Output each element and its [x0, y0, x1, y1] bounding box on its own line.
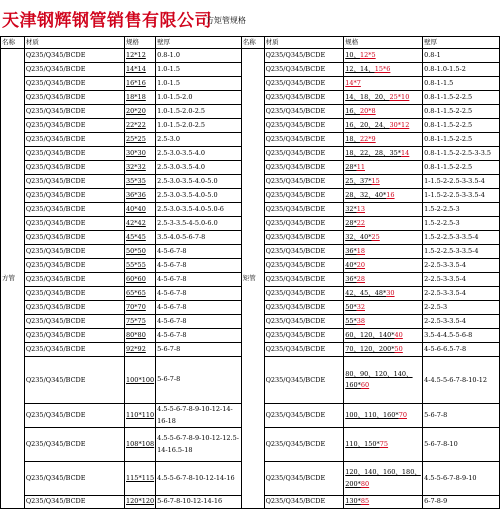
- material-cell: Q235/Q345/BCDE: [264, 203, 344, 217]
- material-cell: Q235/Q345/BCDE: [264, 217, 344, 231]
- material-cell: Q235/Q345/BCDE: [264, 259, 344, 273]
- material-cell: Q235/Q345/BCDE: [264, 462, 344, 496]
- spec-text: 28、32、40*: [345, 190, 387, 199]
- material-cell: Q235/Q345/BCDE: [24, 287, 124, 301]
- spec-cell: [344, 175, 423, 189]
- spec-cell: [344, 329, 423, 343]
- spec-highlight: 14: [401, 148, 410, 157]
- material-cell: Q235/Q345/BCDE: [264, 428, 344, 462]
- spec-cell: 22*22: [125, 119, 156, 133]
- thickness-cell: 4-5-6-7-8: [156, 287, 242, 301]
- spec-cell: 14*14: [125, 63, 156, 77]
- col-header-thickness: 壁厚: [156, 37, 242, 49]
- material-cell: Q235/Q345/BCDE: [24, 259, 124, 273]
- spec-cell: 45*45: [125, 231, 156, 245]
- spec-cell: [344, 245, 423, 259]
- spec-cell: [344, 63, 423, 77]
- thickness-cell: 2.5-3.0-3.5-4.0-5.0: [156, 189, 242, 203]
- thickness-cell: 2.5-3.0-3.5-4.0-5.0: [156, 175, 242, 189]
- material-cell: Q235/Q345/BCDE: [24, 315, 124, 329]
- spec-cell: 65*65: [125, 287, 156, 301]
- spec-highlight: 30*12: [389, 120, 410, 129]
- spec-cell: [344, 161, 423, 175]
- thickness-cell: 0.8-1-1.5: [423, 77, 500, 91]
- spec-cell: [344, 203, 423, 217]
- material-cell: Q235/Q345/BCDE: [264, 77, 344, 91]
- spec-highlight: 13: [356, 204, 366, 213]
- material-cell: Q235/Q345/BCDE: [264, 404, 344, 428]
- spec-text: 36*: [345, 274, 357, 283]
- spec-cell: [344, 77, 423, 91]
- thickness-cell: 0.8-1-1.5-2-2.5: [423, 105, 500, 119]
- thickness-cell: 0.8-1-1.5-2-2.5: [423, 119, 500, 133]
- col-header-material-2: 材质: [264, 37, 344, 49]
- material-cell: Q235/Q345/BCDE: [24, 462, 124, 496]
- thickness-cell: 2.5-3-3.5-4-5.0-6.0: [156, 217, 242, 231]
- material-cell: Q235/Q345/BCDE: [24, 161, 124, 175]
- spec-highlight: 32: [356, 302, 366, 311]
- spec-highlight: 22*9: [359, 134, 376, 143]
- spec-cell: [344, 343, 423, 357]
- spec-cell: [344, 273, 423, 287]
- spec-cell: 100*100: [125, 357, 156, 404]
- material-cell: Q235/Q345/BCDE: [264, 133, 344, 147]
- material-cell: Q235/Q345/BCDE: [264, 189, 344, 203]
- spec-cell: 75*75: [125, 315, 156, 329]
- thickness-cell: 1.0-1.5: [156, 63, 242, 77]
- thickness-cell: 1.5-2-2.5-3: [423, 203, 500, 217]
- material-cell: Q235/Q345/BCDE: [264, 343, 344, 357]
- thickness-cell: 5-6-7-8: [156, 357, 242, 404]
- thickness-cell: 0.8-1: [423, 49, 500, 63]
- thickness-cell: 4-4.5-5-6-7-8-10-12: [423, 357, 500, 404]
- table-row: [1, 49, 500, 63]
- thickness-cell: 4.5-5-6-7-8-9-10: [423, 462, 500, 496]
- material-cell: Q235/Q345/BCDE: [24, 77, 124, 91]
- spec-cell: [344, 49, 423, 63]
- spec-cell: 115*115: [125, 462, 156, 496]
- spec-highlight: 15*6: [374, 64, 391, 73]
- spec-highlight: 15: [371, 176, 380, 185]
- material-cell: Q235/Q345/BCDE: [24, 329, 124, 343]
- material-cell: Q235/Q345/BCDE: [264, 245, 344, 259]
- material-cell: Q235/Q345/BCDE: [264, 231, 344, 245]
- material-cell: Q235/Q345/BCDE: [24, 105, 124, 119]
- spec-highlight: 25: [371, 232, 380, 241]
- spec-cell: [344, 105, 423, 119]
- group-label-rect-tube: 矩管: [241, 49, 264, 509]
- spec-highlight: 85: [360, 497, 370, 505]
- spec-cell: 40*40: [125, 203, 156, 217]
- spec-cell: [344, 133, 423, 147]
- thickness-cell: 3.5-4-4.5-5-6-8: [423, 329, 500, 343]
- spec-highlight: 28: [356, 274, 366, 283]
- title-bar: [0, 0, 500, 36]
- material-cell: Q235/Q345/BCDE: [24, 301, 124, 315]
- spec-text: 28*: [345, 218, 357, 227]
- material-cell: Q235/Q345/BCDE: [24, 49, 124, 63]
- spec-cell: 16*16: [125, 77, 156, 91]
- thickness-cell: 5-6-7-8-10: [423, 428, 500, 462]
- spec-cell: [344, 91, 423, 105]
- thickness-cell: 4.5-5-6-7-8-9-10-12-14-16-18: [156, 404, 242, 428]
- thickness-cell: 4-5-6-7-8: [156, 329, 242, 343]
- spec-highlight: 70: [398, 410, 407, 419]
- thickness-cell: 4-5-6-7-8: [156, 245, 242, 259]
- spec-highlight: 18: [356, 246, 366, 255]
- spec-table: [0, 36, 500, 509]
- spec-cell: 20*20: [125, 105, 156, 119]
- spec-cell: [344, 301, 423, 315]
- thickness-cell: 4-5-6-7-8: [156, 315, 242, 329]
- col-header-name-2: 名称: [241, 37, 264, 49]
- spec-cell: 36*36: [125, 189, 156, 203]
- thickness-cell: 2-2.5-3: [423, 301, 500, 315]
- material-cell: Q235/Q345/BCDE: [24, 273, 124, 287]
- spec-highlight: 20: [356, 260, 366, 269]
- spec-cell: 30*30: [125, 147, 156, 161]
- material-cell: Q235/Q345/BCDE: [24, 91, 124, 105]
- spec-highlight: 16: [386, 190, 395, 199]
- spec-cell: [344, 217, 423, 231]
- thickness-cell: 4-5-6-6.5-7-8: [423, 343, 500, 357]
- spec-cell: 42*42: [125, 217, 156, 231]
- spec-text: 50*: [345, 302, 357, 311]
- material-cell: Q235/Q345/BCDE: [264, 315, 344, 329]
- material-cell: Q235/Q345/BCDE: [24, 231, 124, 245]
- thickness-cell: 1.0-1.5-2.0: [156, 91, 242, 105]
- material-cell: Q235/Q345/BCDE: [264, 287, 344, 301]
- thickness-cell: 0.8-1.0-1.5-2: [423, 63, 500, 77]
- spec-text: 14、18、20、: [345, 92, 390, 101]
- spec-cell: [344, 259, 423, 273]
- spec-cell: 60*60: [125, 273, 156, 287]
- material-cell: Q235/Q345/BCDE: [264, 49, 344, 63]
- material-cell: Q235/Q345/BCDE: [24, 147, 124, 161]
- spec-cell: [344, 496, 423, 509]
- thickness-cell: 2-2.5-3-3.5-4: [423, 315, 500, 329]
- thickness-cell: 4.5-5-6-7-8-10-12-14-16: [156, 462, 242, 496]
- spec-cell: 92*92: [125, 343, 156, 357]
- thickness-cell: 5-6-7-8: [156, 343, 242, 357]
- thickness-cell: 2.5-3.0-3.5-4.0-5.0-6: [156, 203, 242, 217]
- thickness-cell: 4-5-6-7-8: [156, 259, 242, 273]
- thickness-cell: 1.5-2-2.5-3-3.5-4: [423, 245, 500, 259]
- spec-cell: [344, 119, 423, 133]
- material-cell: Q235/Q345/BCDE: [264, 119, 344, 133]
- spec-highlight: 80: [360, 479, 370, 488]
- spec-highlight: 38: [356, 316, 366, 325]
- material-cell: Q235/Q345/BCDE: [264, 63, 344, 77]
- spec-cell: [344, 315, 423, 329]
- material-cell: Q235/Q345/BCDE: [24, 428, 124, 462]
- material-cell: Q235/Q345/BCDE: [24, 203, 124, 217]
- thickness-cell: 2-2.5-3-3.5-4: [423, 287, 500, 301]
- material-cell: Q235/Q345/BCDE: [264, 273, 344, 287]
- spec-cell: [344, 189, 423, 203]
- thickness-cell: 1-1.5-2-2.5-3-3.5-4: [423, 189, 500, 203]
- thickness-cell: 1.5-2-2.5-3: [423, 217, 500, 231]
- spec-highlight: 75: [379, 439, 389, 448]
- material-cell: Q235/Q345/BCDE: [264, 175, 344, 189]
- spec-text: 36*: [345, 246, 357, 255]
- thickness-cell: 0.8-1.0: [156, 49, 242, 63]
- spec-cell: 50*50: [125, 245, 156, 259]
- material-cell: Q235/Q345/BCDE: [264, 496, 344, 509]
- material-cell: Q235/Q345/BCDE: [24, 343, 124, 357]
- spec-highlight: 60: [360, 381, 370, 389]
- thickness-cell: 4-5-6-7-8: [156, 273, 242, 287]
- material-cell: Q235/Q345/BCDE: [24, 119, 124, 133]
- spec-cell: 110*110: [125, 404, 156, 428]
- spec-text: 120、140、160、180、200*: [345, 468, 421, 488]
- spec-highlight: 40: [394, 330, 403, 339]
- spec-text: 42、45、48*: [345, 288, 387, 297]
- material-cell: Q235/Q345/BCDE: [24, 404, 124, 428]
- spec-cell: 35*35: [125, 175, 156, 189]
- spec-text: 12、14、: [345, 64, 375, 73]
- spec-text: 10、: [345, 50, 360, 59]
- spec-text: 18、: [345, 134, 360, 143]
- spec-text: 32、40*: [345, 232, 372, 241]
- thickness-cell: 4.5-5-6-7-8-9-10-12-12.5-14-16.5-18: [156, 428, 242, 462]
- col-header-material: 材质: [24, 37, 124, 49]
- thickness-cell: 0.8-1-1.5-2-2.5: [423, 91, 500, 105]
- material-cell: Q235/Q345/BCDE: [264, 357, 344, 404]
- spec-text: 100、110、160*: [345, 410, 399, 419]
- col-header-thickness-2: 壁厚: [423, 37, 500, 49]
- document-title: 方矩管规格: [206, 16, 246, 25]
- material-cell: Q235/Q345/BCDE: [264, 301, 344, 315]
- spec-cell: [344, 404, 423, 428]
- spec-text: 55*: [345, 316, 357, 325]
- thickness-cell: 2.5-3.0: [156, 133, 242, 147]
- spec-cell: 108*108: [125, 428, 156, 462]
- spec-highlight: 12*5: [359, 50, 376, 59]
- material-cell: Q235/Q345/BCDE: [24, 63, 124, 77]
- company-name: 天津钢辉钢管销售有限公司: [2, 11, 212, 31]
- col-header-spec-2: 规格: [344, 37, 423, 49]
- thickness-cell: 5-6-7-8: [423, 404, 500, 428]
- spec-cell: 120*120: [125, 496, 156, 509]
- spec-highlight: 30: [386, 288, 395, 297]
- spec-cell: [344, 287, 423, 301]
- thickness-cell: 2.5-3.0-3.5-4.0: [156, 147, 242, 161]
- thickness-cell: 4-5-6-7-8: [156, 301, 242, 315]
- material-cell: Q235/Q345/BCDE: [24, 217, 124, 231]
- spec-highlight: 22: [356, 218, 366, 227]
- spec-highlight: 20*8: [359, 106, 376, 115]
- spec-text: 18、22、28、35*: [345, 148, 402, 157]
- spec-highlight: 50: [394, 344, 403, 353]
- spec-highlight: 25*10: [389, 92, 410, 101]
- spec-cell: [344, 462, 423, 496]
- spec-text: 130*: [345, 497, 361, 505]
- header-row: [1, 37, 500, 49]
- spec-text: 25、37*: [345, 176, 372, 185]
- material-cell: Q235/Q345/BCDE: [24, 189, 124, 203]
- material-cell: Q235/Q345/BCDE: [264, 147, 344, 161]
- material-cell: Q235/Q345/BCDE: [264, 161, 344, 175]
- spec-cell: 12*12: [125, 49, 156, 63]
- spec-highlight: 11: [356, 162, 366, 171]
- col-header-name: 名称: [1, 37, 25, 49]
- col-header-spec: 规格: [125, 37, 156, 49]
- thickness-cell: 0.8-1-1.5-2-2.5-3-3.5: [423, 147, 500, 161]
- spec-text: 80、90、120、140、160*: [345, 369, 413, 389]
- thickness-cell: 0.8-1-1.5-2-2.5: [423, 161, 500, 175]
- spec-cell: [344, 428, 423, 462]
- spec-text: 28*: [345, 162, 357, 171]
- material-cell: Q235/Q345/BCDE: [264, 91, 344, 105]
- material-cell: Q235/Q345/BCDE: [24, 357, 124, 404]
- material-cell: Q235/Q345/BCDE: [24, 133, 124, 147]
- spec-text: 32*: [345, 204, 357, 213]
- group-label-square-tube: 方管: [1, 49, 25, 509]
- spec-cell: 32*32: [125, 161, 156, 175]
- spec-cell: 55*55: [125, 259, 156, 273]
- spec-cell: 18*18: [125, 91, 156, 105]
- material-cell: Q235/Q345/BCDE: [264, 105, 344, 119]
- thickness-cell: 6-7-8-9: [423, 496, 500, 509]
- spec-cell: 25*25: [125, 133, 156, 147]
- thickness-cell: 1-1.5-2-2.5-3-3.5-4: [423, 175, 500, 189]
- spec-text: 60、120、140*: [345, 330, 395, 339]
- spec-cell: 70*70: [125, 301, 156, 315]
- material-cell: Q235/Q345/BCDE: [24, 175, 124, 189]
- spec-cell: [344, 231, 423, 245]
- thickness-cell: 1.0-1.5-2.0-2.5: [156, 119, 242, 133]
- spec-highlight: 14*7: [345, 78, 361, 87]
- material-cell: Q235/Q345/BCDE: [24, 245, 124, 259]
- spec-cell: [344, 357, 423, 404]
- thickness-cell: 0.8-1-1.5-2-2.5: [423, 133, 500, 147]
- thickness-cell: 1.0-1.5: [156, 77, 242, 91]
- thickness-cell: 3.5-4.0-5-6-7-8: [156, 231, 242, 245]
- thickness-cell: 5-6-7-8-10-12-14-16: [156, 496, 242, 509]
- spec-text: 16、20、24、: [345, 120, 390, 129]
- spec-text: 70、120、200*: [345, 344, 395, 353]
- spec-text: 40*: [345, 260, 357, 269]
- thickness-cell: 1.0-1.5-2.0-2.5: [156, 105, 242, 119]
- material-cell: Q235/Q345/BCDE: [24, 496, 124, 509]
- spec-text: 110、150*: [345, 439, 380, 448]
- material-cell: Q235/Q345/BCDE: [264, 329, 344, 343]
- thickness-cell: 1.5-2-2.5-3-3.5-4: [423, 231, 500, 245]
- thickness-cell: 2-2.5-3-3.5-4: [423, 273, 500, 287]
- thickness-cell: 2.5-3.0-3.5-4.0: [156, 161, 242, 175]
- spec-cell: 80*80: [125, 329, 156, 343]
- spec-cell: [344, 147, 423, 161]
- thickness-cell: 2-2.5-3-3.5-4: [423, 259, 500, 273]
- spec-text: 16、: [345, 106, 360, 115]
